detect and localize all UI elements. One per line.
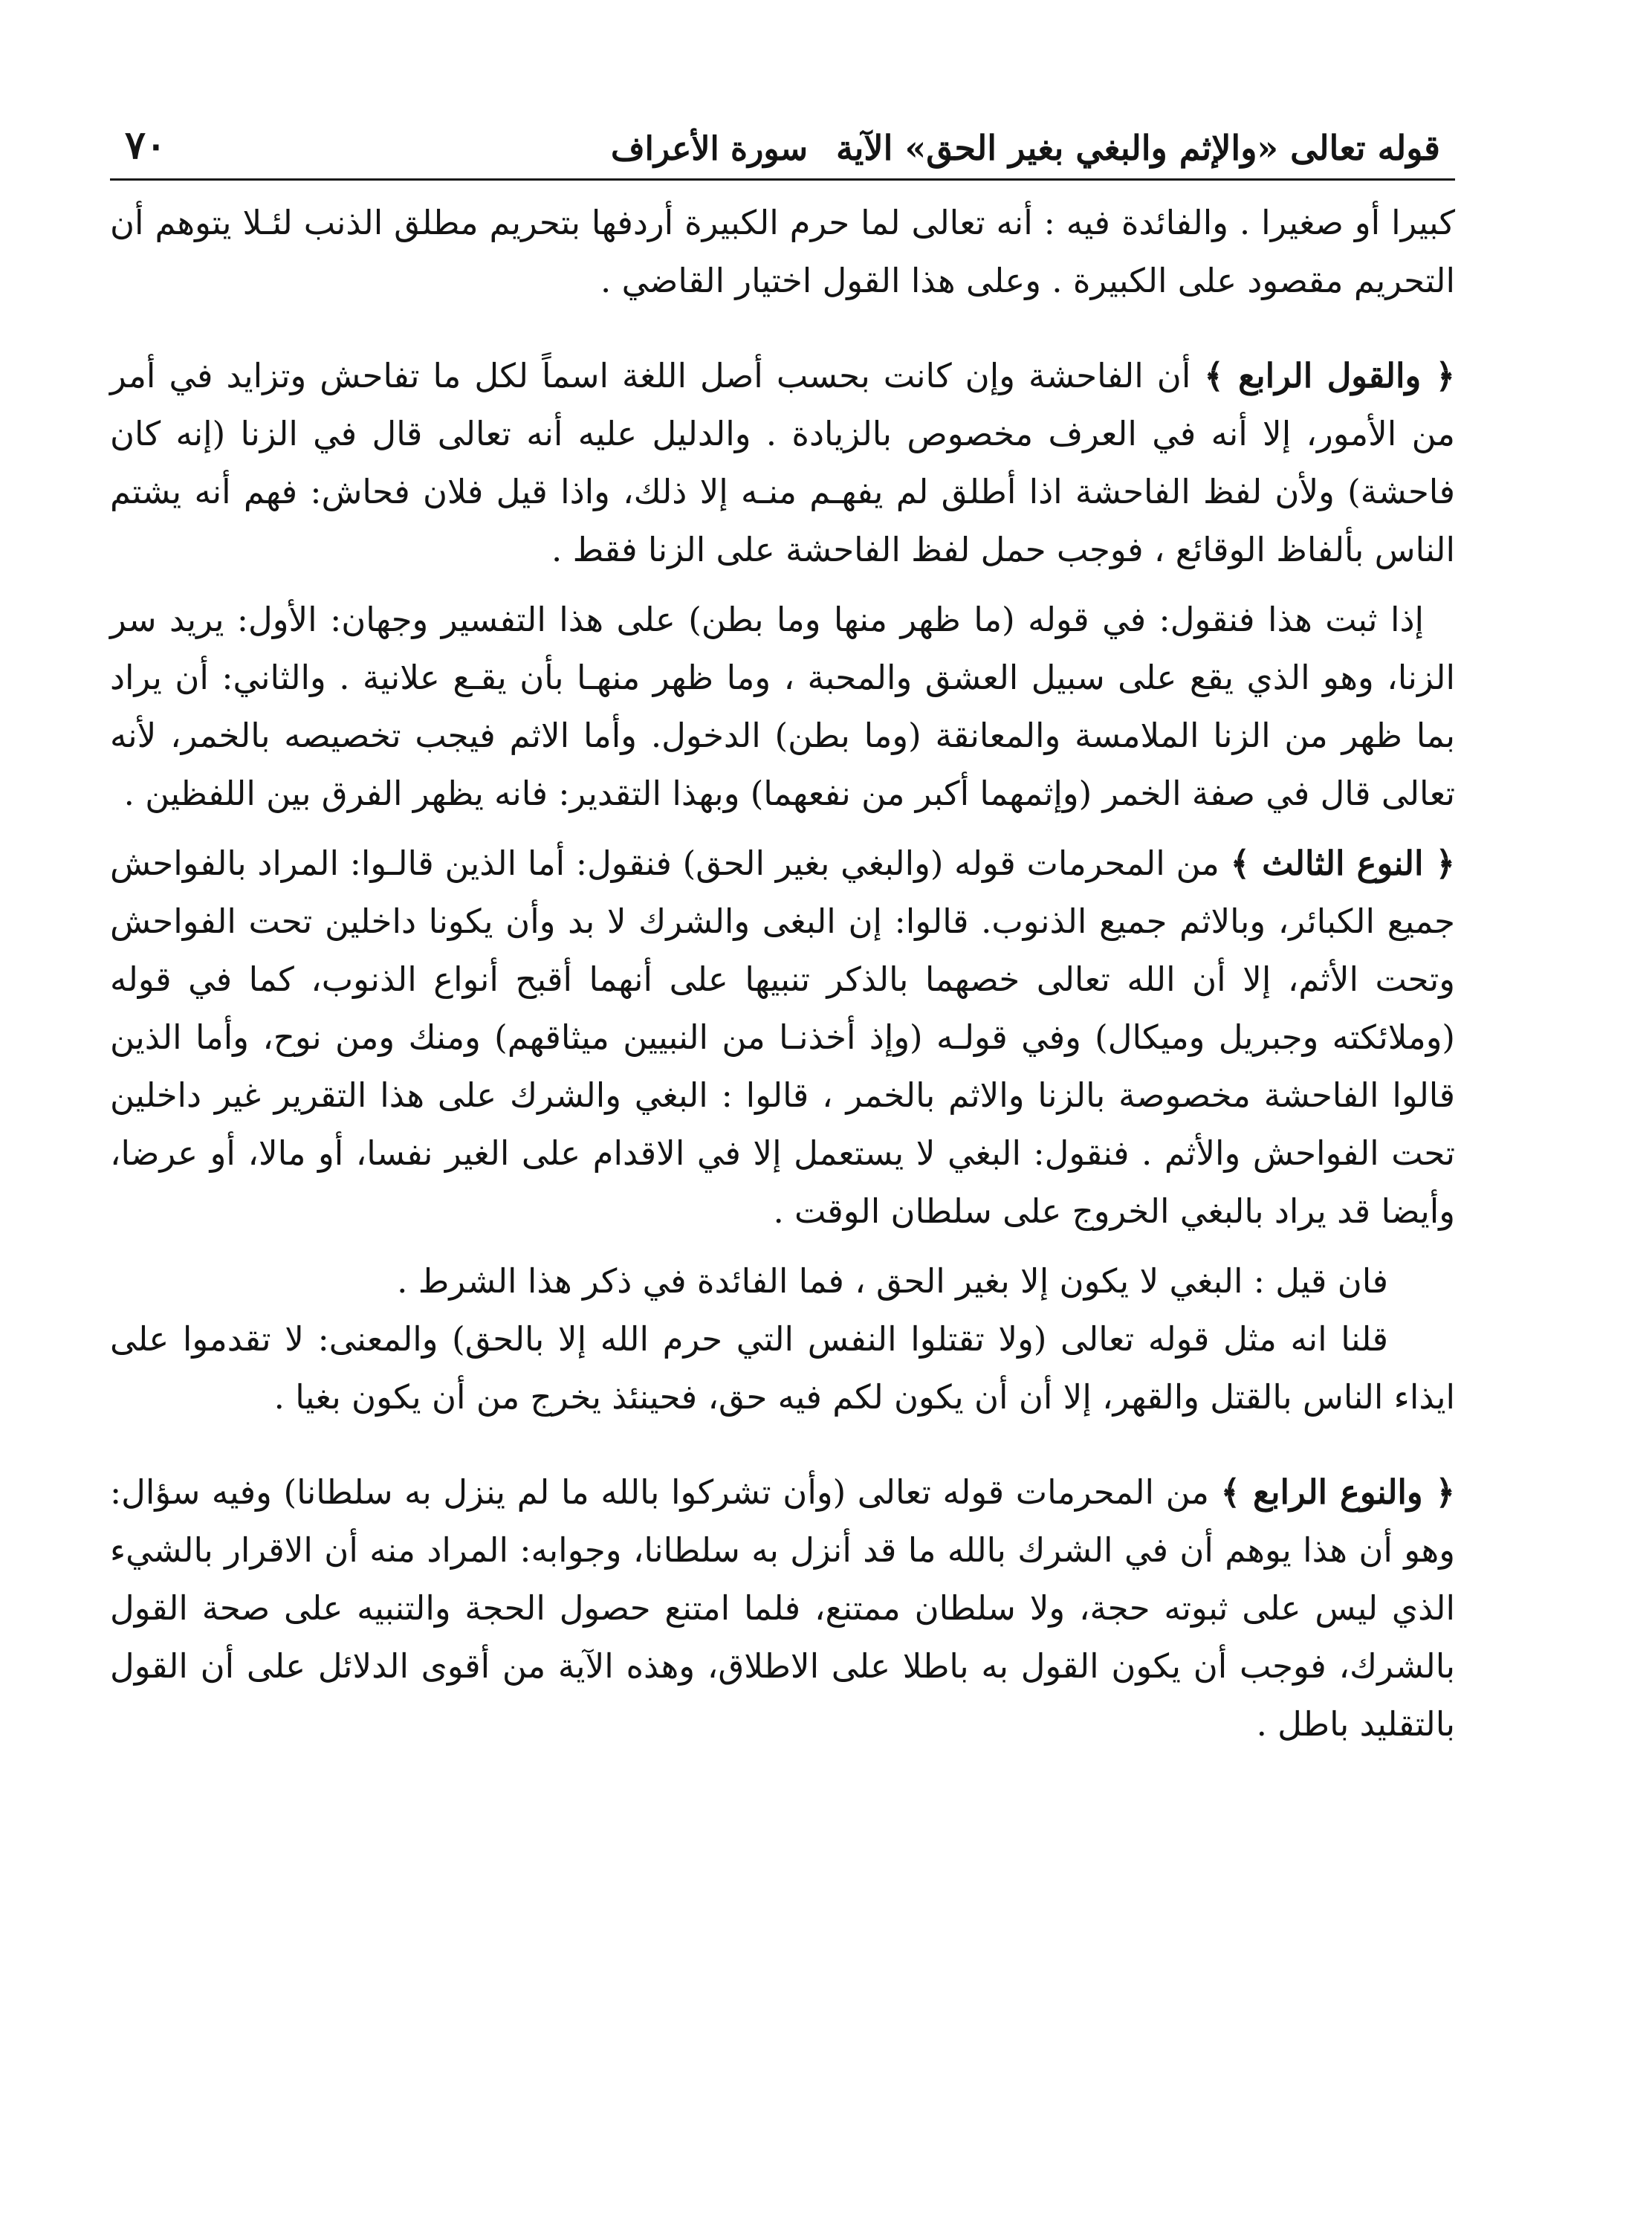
header-title-group <box>611 128 1440 168</box>
paragraph-text: أن الفاحشة وإن كانت بحسب أصل اللغة اسماً لكل ما تفاحش وتزايد في أمر من الأمور، إلا أنه في العرف مخصوص بالزيادة . والدليل عليه أنه تعالى قال في الزنا (إنه كان فاحشة) ولأن لفظ الفاحشة اذا أطلق لم يفهـم منـه إلا ذلك، واذا قيل فلان فحاش: فهم أنه يشتم الناس بألفاظ الوقائع ، فوجب حمل لفظ الفاحشة على الزنا فقط . <box>110 356 1455 569</box>
paragraph-7 <box>110 1463 1455 1753</box>
section-heading: ﴿ والقول الرابع ﴾ <box>1204 356 1456 395</box>
book-page <box>110 97 1455 2178</box>
paragraph-text: كبيرا أو صغيرا . والفائدة فيه : أنه تعالى لما حرم الكبيرة أردفها بتحريم مطلق الذنب لئـلا يتوهم أن التحريم مقصود على الكبيرة . وعلى هذا القول اختيار القاضي . <box>110 203 1455 300</box>
header-title: قوله تعالى «والإثم والبغي بغير الحق» الآية <box>835 128 1440 168</box>
paragraph-1 <box>110 194 1455 310</box>
header-rule <box>110 178 1455 181</box>
paragraph-4 <box>110 835 1455 1241</box>
paragraph-6 <box>110 1310 1455 1426</box>
section-heading: ﴿ النوع الثالث ﴾ <box>1230 844 1455 883</box>
paragraph-text: قلنا انه مثل قوله تعالى (ولا تقتلوا النفس التي حرم الله إلا بالحق) والمعنى: لا تقدموا على ايذاء الناس بالقتل والقهر، إلا أن أن يكون لكم فيه حق، فحينئذ يخرج من أن يكون بغيا . <box>110 1319 1455 1417</box>
paragraph-text: من المحرمات قوله (والبغي بغير الحق) فنقول: أما الذين قالـوا: المراد بالفواحش جميع الكبائر، وبالاثم جميع الذنوب. قالوا: إن البغى والشرك لا بد وأن يكونا داخلين تحت الفواحش وتحت الأثم، إلا أن الله تعالى خصهما بالذكر تنبيها على أنهما أقبح أنواع الذنوب، كما في قوله (وملائكته وجبريل وميكال) وفي قولـه (وإذ أخذنـا من النبيين ميثاقهم) ومنك ومن نوح، وأما الذين قالوا الفاحشة مخصوصة بالزنا والاثم بالخمر ، قالوا : البغي والشرك على هذا التقرير غير داخلين تحت الفواحش والأثم . فنقول: البغي لا يستعمل إلا في الاقدام على الغير نفسا، أو مالا، أو عرضا، وأيضا قد يراد بالبغي الخروج على سلطان الوقت . <box>110 844 1455 1231</box>
paragraph-text: إذا ثبت هذا فنقول: في قوله (ما ظهر منها وما بطن) على هذا التفسير وجهان: الأول: يريد سر الزنا، وهو الذي يقع على سبيل العشق والمحبة ، وما ظهر منهـا بأن يقـع علانية . والثاني: أن يراد بما ظهر من الزنا الملامسة والمعانقة (وما بطن) الدخول. وأما الاثم فيجب تخصيصه بالخمر، لأنه تعالى قال في صفة الخمر (وإثمهما أكبر من نفعهما) وبهذا التقدير: فانه يظهر الفرق بين اللفظين . <box>110 600 1455 813</box>
running-header <box>110 97 1455 168</box>
paragraph-text: من المحرمات قوله تعالى (وأن تشركوا بالله ما لم ينزل به سلطانا) وفيه سؤال: وهو أن هذا يوهم أن في الشرك بالله ما قد أنزل به سلطانا، وجوابه: المراد منه أن الاقرار بالشيء الذي ليس على ثبوته حجة، ولا سلطان ممتنع، فلما امتنع حصول الحجة والتنبيه على صحة القول بالشرك، فوجب أن يكون القول به باطلا على الاطلاق، وهذه الآية من أقوى الدلائل على أن القول بالتقليد باطل . <box>110 1472 1455 1744</box>
paragraph-3 <box>110 591 1455 823</box>
header-sura-name: سورة الأعراف <box>611 130 808 168</box>
page-body <box>110 194 1455 1753</box>
section-heading: ﴿ والنوع الرابع ﴾ <box>1220 1472 1455 1512</box>
page-number: ٧٠ <box>125 123 166 168</box>
paragraph-2 <box>110 347 1455 579</box>
paragraph-text: فان قيل : البغي لا يكون إلا بغير الحق ، فما الفائدة في ذكر هذا الشرط . <box>397 1261 1388 1301</box>
paragraph-5 <box>110 1252 1455 1310</box>
